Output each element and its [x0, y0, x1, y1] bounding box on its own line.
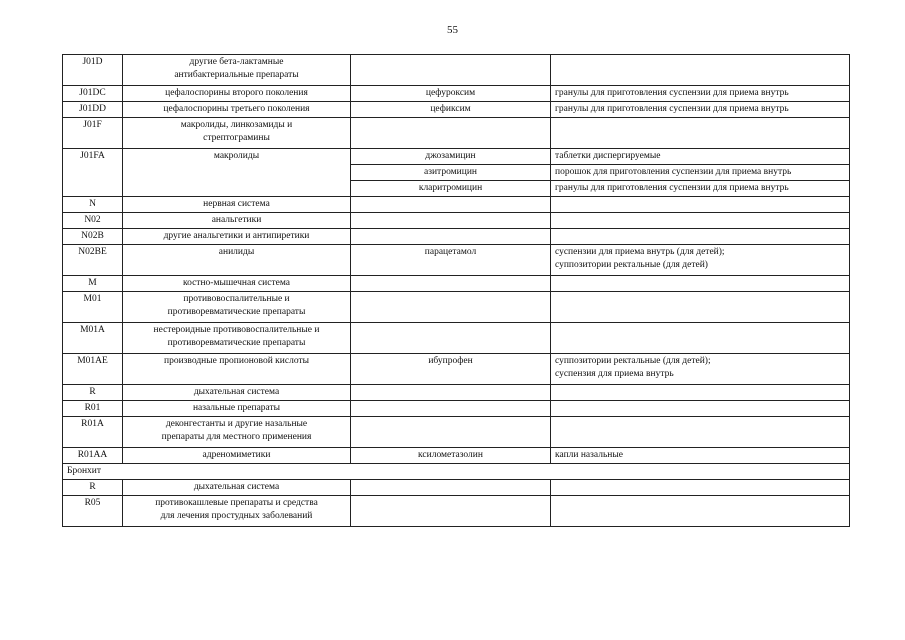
atc-group-cell: макролиды: [123, 149, 351, 197]
drug-name-cell: ксилометазолин: [351, 448, 551, 464]
atc-code-cell: J01F: [63, 118, 123, 149]
dosage-form-cell: [551, 496, 850, 527]
drug-name-cell: [351, 229, 551, 245]
table-row: [63, 323, 850, 354]
table-row: [63, 417, 850, 448]
dosage-form-cell: [551, 197, 850, 213]
drug-name-cell: цефиксим: [351, 102, 551, 118]
table-row: [63, 354, 850, 385]
atc-code-cell: R01AA: [63, 448, 123, 464]
dosage-form-cell: суппозитории ректальные (для детей); суспензия для приема внутрь: [551, 354, 850, 385]
drug-name-cell: кларитромицин: [351, 181, 551, 197]
atc-group-cell: цефалоспорины третьего поколения: [123, 102, 351, 118]
atc-group-cell: анилиды: [123, 245, 351, 276]
dosage-form-cell: [551, 55, 850, 86]
atc-group-cell: другие анальгетики и антипиретики: [123, 229, 351, 245]
table-row: [63, 86, 850, 102]
atc-code-cell: R: [63, 385, 123, 401]
atc-group-cell: назальные препараты: [123, 401, 351, 417]
atc-group-cell: нестероидные противовоспалительные и противоревматические препараты: [123, 323, 351, 354]
dosage-form-cell: таблетки диспергируемые: [551, 149, 850, 165]
table-row: [63, 464, 850, 480]
drug-name-cell: ибупрофен: [351, 354, 551, 385]
table-row: [63, 149, 850, 165]
drug-name-cell: цефуроксим: [351, 86, 551, 102]
drug-name-cell: [351, 197, 551, 213]
drug-name-cell: [351, 213, 551, 229]
table-row: [63, 197, 850, 213]
atc-code-cell: M01AE: [63, 354, 123, 385]
atc-code-cell: R01A: [63, 417, 123, 448]
dosage-form-cell: [551, 229, 850, 245]
table-row: [63, 480, 850, 496]
atc-code-cell: N: [63, 197, 123, 213]
drug-name-cell: [351, 55, 551, 86]
atc-code-cell: M01A: [63, 323, 123, 354]
drug-name-cell: [351, 292, 551, 323]
atc-group-cell: дыхательная система: [123, 385, 351, 401]
dosage-form-cell: [551, 385, 850, 401]
drug-name-cell: [351, 480, 551, 496]
table-row: [63, 102, 850, 118]
table-row: [63, 213, 850, 229]
table-row: [63, 245, 850, 276]
atc-code-cell: M: [63, 276, 123, 292]
drug-name-cell: [351, 118, 551, 149]
drug-name-cell: азитромицин: [351, 165, 551, 181]
atc-code-cell: R01: [63, 401, 123, 417]
drug-name-cell: [351, 323, 551, 354]
table-row: [63, 496, 850, 527]
dosage-form-cell: [551, 276, 850, 292]
dosage-form-cell: [551, 118, 850, 149]
table-row: [63, 276, 850, 292]
dosage-form-cell: гранулы для приготовления суспензии для приема внутрь: [551, 86, 850, 102]
dosage-form-cell: суспензии для приема внутрь (для детей); суппозитории ректальные (для детей): [551, 245, 850, 276]
atc-group-cell: дыхательная система: [123, 480, 351, 496]
atc-group-cell: нервная система: [123, 197, 351, 213]
drug-name-cell: джозамицин: [351, 149, 551, 165]
table-row: [63, 55, 850, 86]
table-row: [63, 229, 850, 245]
atc-group-cell: анальгетики: [123, 213, 351, 229]
atc-group-cell: деконгестанты и другие назальные препараты для местного применения: [123, 417, 351, 448]
atc-code-cell: M01: [63, 292, 123, 323]
table-row: [63, 401, 850, 417]
page-number: 55: [447, 24, 458, 36]
table-row: [63, 385, 850, 401]
dosage-form-cell: [551, 292, 850, 323]
atc-group-cell: макролиды, линкозамиды и стрептограмины: [123, 118, 351, 149]
atc-group-cell: производные пропионовой кислоты: [123, 354, 351, 385]
drug-name-cell: [351, 276, 551, 292]
atc-group-cell: цефалоспорины второго поколения: [123, 86, 351, 102]
atc-code-cell: J01DD: [63, 102, 123, 118]
atc-code-cell: N02BE: [63, 245, 123, 276]
drug-classification-table: [62, 54, 850, 527]
dosage-form-cell: [551, 323, 850, 354]
atc-group-cell: костно-мышечная система: [123, 276, 351, 292]
atc-code-cell: J01FA: [63, 149, 123, 197]
dosage-form-cell: [551, 417, 850, 448]
drug-name-cell: [351, 385, 551, 401]
atc-code-cell: R05: [63, 496, 123, 527]
table-row: [63, 448, 850, 464]
atc-group-cell: противокашлевые препараты и средства для лечения простудных заболеваний: [123, 496, 351, 527]
dosage-form-cell: порошок для приготовления суспензии для приема внутрь: [551, 165, 850, 181]
dosage-form-cell: капли назальные: [551, 448, 850, 464]
dosage-form-cell: гранулы для приготовления суспензии для приема внутрь: [551, 102, 850, 118]
section-heading-cell: Бронхит: [63, 464, 850, 480]
table-row: [63, 292, 850, 323]
dosage-form-cell: [551, 213, 850, 229]
drug-name-cell: парацетамол: [351, 245, 551, 276]
dosage-form-cell: гранулы для приготовления суспензии для приема внутрь: [551, 181, 850, 197]
atc-code-cell: R: [63, 480, 123, 496]
atc-group-cell: адреномиметики: [123, 448, 351, 464]
dosage-form-cell: [551, 480, 850, 496]
drug-name-cell: [351, 417, 551, 448]
atc-group-cell: противовоспалительные и противоревматические препараты: [123, 292, 351, 323]
atc-code-cell: N02: [63, 213, 123, 229]
atc-code-cell: J01D: [63, 55, 123, 86]
dosage-form-cell: [551, 401, 850, 417]
drug-name-cell: [351, 496, 551, 527]
atc-code-cell: N02B: [63, 229, 123, 245]
atc-code-cell: J01DC: [63, 86, 123, 102]
atc-group-cell: другие бета-лактамные антибактериальные препараты: [123, 55, 351, 86]
table-row: [63, 118, 850, 149]
drug-name-cell: [351, 401, 551, 417]
